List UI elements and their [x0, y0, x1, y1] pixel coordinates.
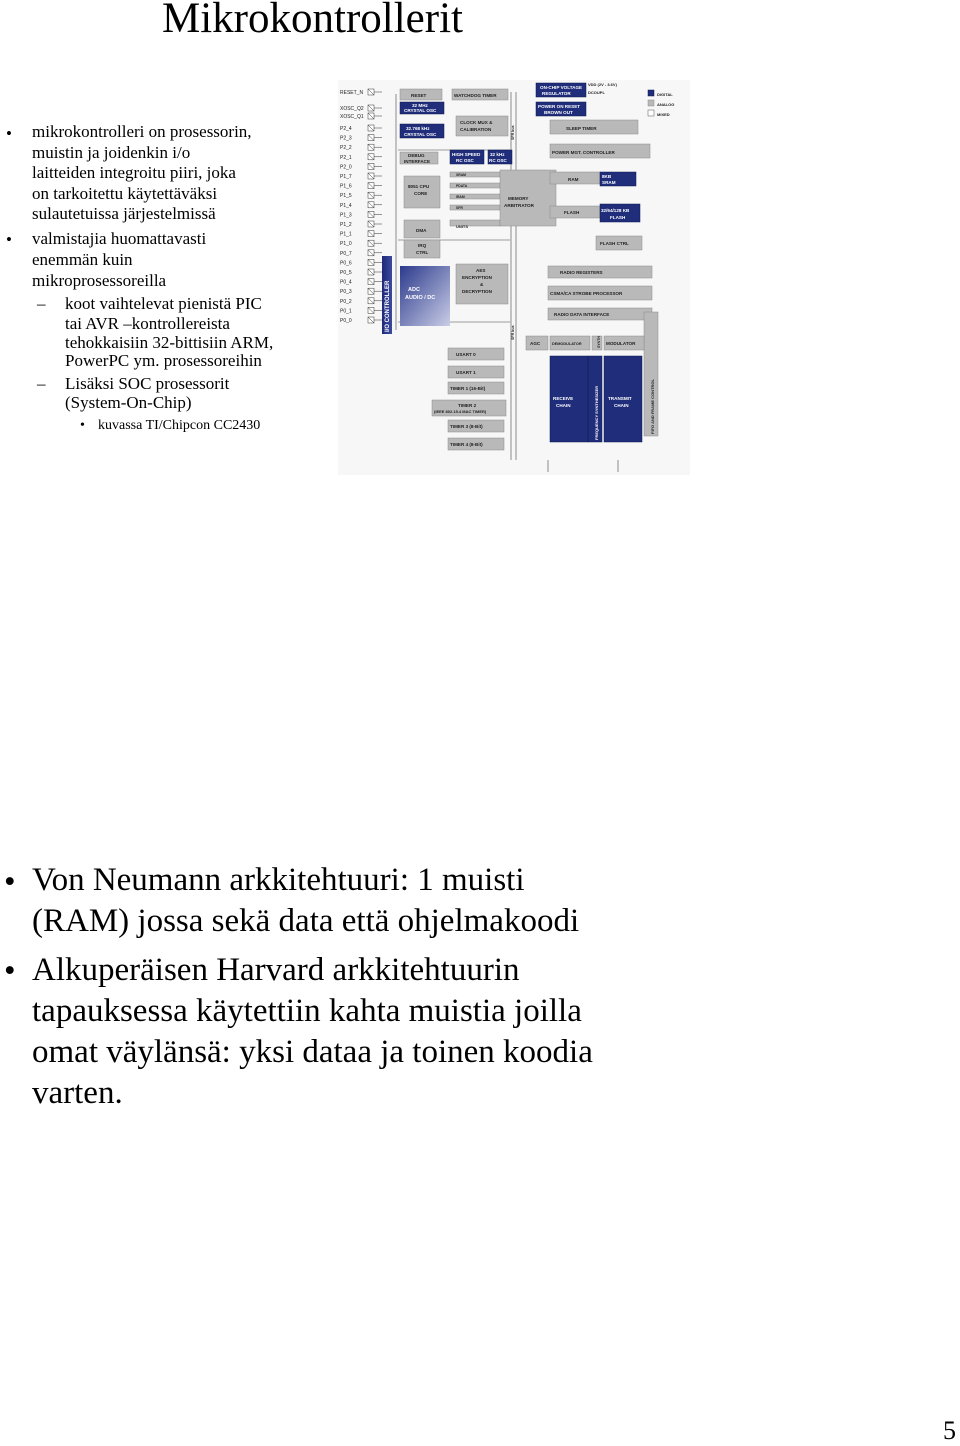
bullet-line: omat väylänsä: yksi dataa ja toinen koodia [32, 1034, 593, 1070]
por-label-2: BROWN OUT [544, 110, 573, 115]
reset-label: RESET [411, 93, 427, 98]
sram-label: 8KB [602, 174, 612, 179]
transmit-label: TRANSMIT [608, 396, 632, 401]
receive-label: RECEIVE [553, 396, 574, 401]
subsub-bullet-marker: • [80, 418, 85, 433]
pin-label: P1_5 [340, 193, 352, 200]
debug-label: DEBUG [408, 153, 425, 158]
sfrbus-label-2: SFR bus [511, 325, 515, 340]
lsrc-label-2: RC OSC [489, 158, 507, 163]
pin-label: P1_0 [340, 241, 352, 248]
rdi-label: RADIO DATA INTERFACE [554, 312, 610, 317]
osc32m-label-2: CRYSTAL OSC [404, 108, 437, 113]
irq-label: IRQ [418, 243, 427, 248]
bullet-line: laitteiden integroitu piiri, joka [32, 163, 236, 182]
timer2-label-2: (IEEE 802.15.4 MAC TIMER) [434, 409, 487, 414]
flash-label: 32/64/128 KB [601, 208, 630, 213]
dash-marker: – [37, 374, 46, 393]
xram-label: XRAM [456, 173, 466, 177]
pin-label: P0_5 [340, 270, 352, 276]
memory-label: MEMORY [508, 196, 529, 201]
agc-label: AGC [530, 341, 541, 346]
bullet-line: varten. [32, 1075, 123, 1111]
pin-label: XOSC_Q1 [340, 114, 364, 120]
sram-label-2: SRAM [602, 180, 616, 185]
hsrc-label: HIGH SPEED [452, 152, 481, 157]
pin-label: P2_3 [340, 135, 352, 142]
pin-label: P0_3 [340, 289, 352, 296]
pin-label: P1_1 [340, 231, 352, 238]
pin-label: RESET_N [340, 90, 364, 96]
subsub-bullet-line: kuvassa TI/Chipcon CC2430 [98, 418, 261, 433]
bullet-marker: • [6, 124, 12, 143]
clock-label: CLOCK MUX & [460, 120, 493, 125]
fifo-label: FIFO AND FRAME CONTROL [650, 379, 655, 434]
pin-label: P0_0 [340, 318, 352, 324]
aes-label-2: ENCRYPTION [462, 275, 492, 280]
vdd-label: VDD (2V - 3.6V) [588, 82, 617, 87]
io-controller-label: I/O CONTROLLER [385, 280, 391, 332]
cc2430-block-diagram [338, 80, 690, 475]
watchdog-label: WATCHDOG TIMER [454, 93, 497, 98]
flash-ctrl-label: FLASH CTRL [600, 241, 629, 246]
flash-label-2: FLASH [610, 215, 626, 220]
lsrc-label: 32 kHz [490, 152, 505, 157]
irq-label-2: CTRL [416, 250, 429, 255]
bullet-line: mikrokontrolleri on prosessorin, [32, 122, 252, 141]
pin-label: P0_6 [340, 260, 352, 267]
dcoupl-label: DCOUPL [588, 90, 605, 95]
bullet-line: (RAM) jossa sekä data että ohjelmakoodi [32, 903, 580, 939]
memory-label-2: ARBITRATOR [504, 203, 534, 208]
adc-label-2: AUDIO / DC [405, 295, 436, 301]
pin-label: P1_7 [340, 174, 352, 180]
units-label: UNITS [456, 224, 468, 229]
sub-bullet-line: (System-On-Chip) [65, 393, 192, 412]
pin-label: P0_1 [340, 308, 352, 315]
cpu-label: 8051 CPU [408, 184, 430, 189]
sub-bullet-line: koot vaihtelevat pienistä PIC [65, 294, 262, 313]
aes-label: AES [476, 268, 486, 273]
csma-label: CSMA/CA STROBE PROCESSOR [550, 291, 623, 296]
pin-label: P2_0 [340, 164, 352, 171]
page-number: 5 [943, 1416, 956, 1445]
bullet-line: Alkuperäisen Harvard arkkitehtuurin [32, 952, 520, 988]
debug-label-2: INTERFACE [404, 159, 431, 164]
sub-bullet-line: tehokkaisiin 32-bittisiin ARM, [65, 333, 274, 352]
timer4-label: TIMER 4 (8-Bit) [450, 442, 483, 447]
hsrc-label-2: RC OSC [456, 158, 474, 163]
pin-label: P1_3 [340, 212, 352, 219]
por-label: POWER ON RESET [538, 104, 581, 109]
sleep-label: SLEEP TIMER [566, 126, 597, 131]
aes-label-3: & [480, 282, 484, 287]
vreg-label: ON-CHIP VOLTAGE [540, 85, 583, 90]
cpu-label-2: CORE [414, 191, 428, 196]
receive-label-2: CHAIN [556, 403, 571, 408]
pin-label: P1_2 [340, 222, 352, 228]
pin-label: P1_6 [340, 183, 352, 190]
mod-label: MODULATOR [606, 341, 636, 346]
pin-label: P0_4 [340, 279, 352, 286]
adc-label: ADC [408, 287, 420, 293]
pin-label: P1_4 [340, 202, 352, 209]
flashbus-label: FLASH [564, 210, 580, 215]
timer1-label: TIMER 1 (16-Bit) [450, 386, 486, 391]
bullet-line: mikroprosessoreilla [32, 271, 167, 290]
pin-label: P2_2 [340, 145, 352, 152]
osc32m-label: 32 MHz [412, 103, 428, 108]
bullet-line: sulautetuissa järjestelmissä [32, 204, 216, 223]
bullet-line: enemmän kuin [32, 250, 133, 269]
synth-label: SYNTH [597, 336, 601, 348]
legend-digital: DIGITAL [657, 92, 673, 97]
bullet-marker: • [4, 953, 16, 989]
page-title: Mikrokontrollerit [162, 0, 463, 42]
pin-label: XOSC_Q2 [340, 106, 364, 112]
sub-bullet-line: tai AVR –kontrollereista [65, 314, 230, 333]
timer3-label: TIMER 3 (8-Bit) [450, 424, 483, 429]
dash-marker: – [37, 294, 46, 313]
bullet-line: Von Neumann arkkitehtuuri: 1 muisti [32, 862, 525, 898]
pin-label: P0_2 [340, 298, 352, 305]
clock-label-2: CALIBRATION [460, 127, 492, 132]
freq-synth-label: FREQUENCY SYNTHESIZER [594, 385, 599, 440]
pdata-label: PDATA [456, 184, 468, 188]
bullet-marker: • [6, 230, 12, 249]
dma-label: DMA [416, 228, 427, 233]
bullet-line: valmistajia huomattavasti [32, 229, 207, 248]
legend-mixed: MIXED [657, 112, 670, 117]
osc32k-label: 32.768 kHz [406, 126, 430, 131]
bullet-marker: • [4, 864, 16, 900]
sfr-label: SFR [456, 206, 463, 210]
pin-label: P0_7 [340, 250, 352, 257]
pmgt-label: POWER MGT. CONTROLLER [552, 150, 615, 155]
clock-mux-block [456, 116, 508, 136]
usart1-label: USART 1 [456, 370, 476, 375]
radioreg-label: RADIO REGISTERS [560, 270, 603, 275]
aes-label-4: DECRYPTION [462, 289, 492, 294]
vreg-label-2: REGULATOR [542, 91, 571, 96]
pin-label: P2_1 [340, 154, 352, 161]
bullet-line: on tarkoitettu käytettäväksi [32, 184, 218, 203]
usart0-label: USART 0 [456, 352, 476, 357]
demod-label: DEMODULATOR [552, 342, 582, 346]
transmit-label-2: CHAIN [614, 403, 629, 408]
legend-analog: ANALOG [657, 102, 675, 107]
pin-label: P2_4 [340, 126, 352, 132]
iram-label: IRAM [456, 195, 465, 199]
bullet-line: tapauksessa käytettiin kahta muistia joilla [32, 993, 582, 1029]
timer2-label: TIMER 2 [458, 403, 477, 408]
bullet-line: muistin ja joidenkin i/o [32, 143, 191, 162]
sfrbus-label: SFR bus [511, 125, 515, 140]
ram-label: RAM [568, 177, 579, 182]
sub-bullet-line: Lisäksi SOC prosessorit [65, 374, 230, 393]
osc32k-label-2: CRYSTAL OSC [404, 132, 437, 137]
sub-bullet-line: PowerPC ym. prosessoreihin [65, 351, 262, 370]
